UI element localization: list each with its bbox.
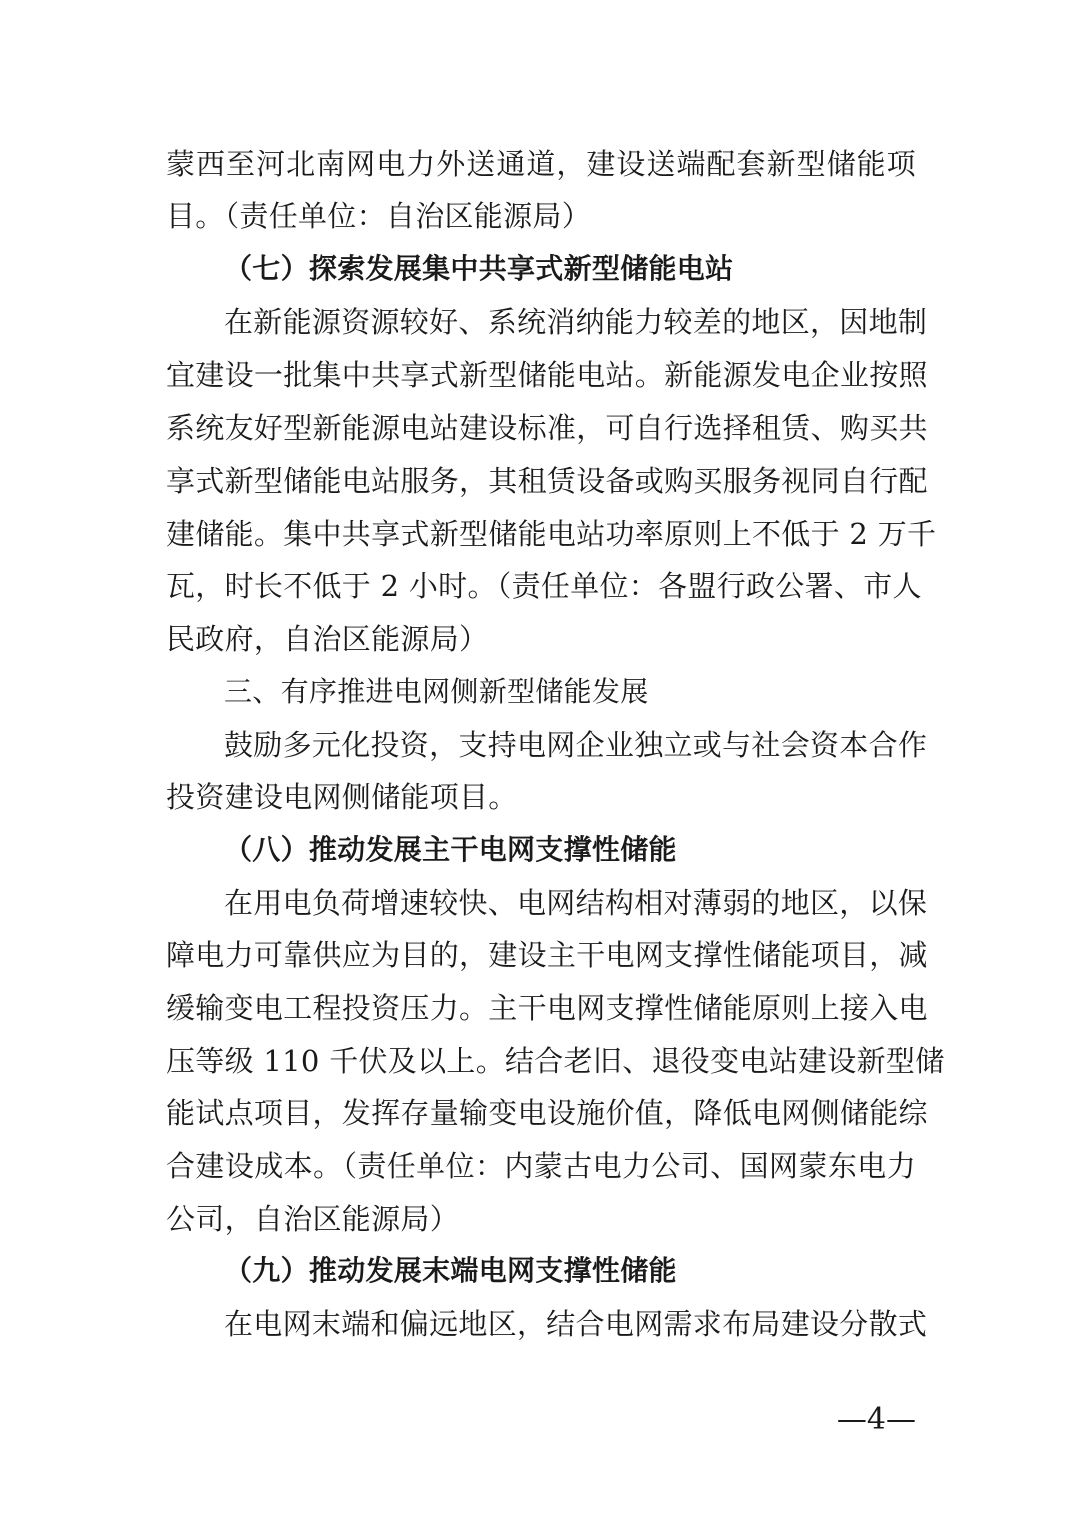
body-text-line: 建储能。集中共享式新型储能电站功率原则上不低于 2 万千 xyxy=(166,517,937,551)
section-heading-8: （八）推动发展主干电网支撑性储能 xyxy=(224,833,677,866)
body-text-line: 压等级 110 千伏及以上。结合老旧、退役变电站建设新型储 xyxy=(166,1044,945,1078)
section-heading-3: 三、有序推进电网侧新型储能发展 xyxy=(224,675,649,708)
body-text-line: 鼓励多元化投资，支持电网企业独立或与社会资本合作 xyxy=(224,728,928,762)
body-text-line: 宜建设一批集中共享式新型储能电站。新能源发电企业按照 xyxy=(166,358,928,392)
body-text-line: 在电网末端和偏远地区，结合电网需求布局建设分散式 xyxy=(224,1307,928,1341)
body-text-line: 能试点项目，发挥存量输变电设施价值，降低电网侧储能综 xyxy=(166,1096,928,1130)
body-text-line: 瓦，时长不低于 2 小时。（责任单位：各盟行政公署、市人 xyxy=(166,569,922,603)
body-text-line: 系统友好型新能源电站建设标准，可自行选择租赁、购买共 xyxy=(166,411,928,445)
body-text-line: 目。（责任单位：自治区能源局） xyxy=(166,199,592,233)
body-text-line: 在用电负荷增速较快、电网结构相对薄弱的地区，以保 xyxy=(224,886,928,920)
body-text-line: 享式新型储能电站服务，其租赁设备或购买服务视同自行配 xyxy=(166,464,928,498)
body-text-line: 缓输变电工程投资压力。主干电网支撑性储能原则上接入电 xyxy=(166,991,928,1025)
section-heading-7: （七）探索发展集中共享式新型储能电站 xyxy=(224,252,734,285)
body-text-line: 在新能源资源较好、系统消纳能力较差的地区，因地制 xyxy=(224,305,928,339)
page-number: —4— xyxy=(836,1402,916,1437)
body-text-line: 投资建设电网侧储能项目。 xyxy=(166,780,518,814)
body-text-line: 障电力可靠供应为目的，建设主干电网支撑性储能项目，减 xyxy=(166,938,928,972)
body-text-line: 公司，自治区能源局） xyxy=(166,1202,460,1236)
body-text-line: 民政府，自治区能源局） xyxy=(166,622,489,656)
body-text-line: 合建设成本。（责任单位：内蒙古电力公司、国网蒙东电力 xyxy=(166,1149,916,1183)
section-heading-9: （九）推动发展末端电网支撑性储能 xyxy=(224,1254,677,1287)
body-text-line: 蒙西至河北南网电力外送通道，建设送端配套新型储能项 xyxy=(166,147,916,181)
